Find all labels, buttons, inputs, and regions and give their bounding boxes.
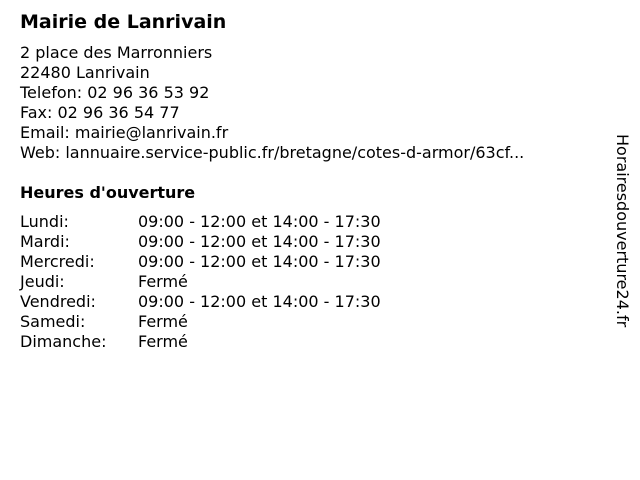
- watermark-text: Horairesdouverture24.fr: [613, 134, 632, 328]
- email-text: Email: mairie@lanrivain.fr: [20, 123, 229, 142]
- hours-row-saturday: [20, 312, 600, 332]
- fax-text: Fax: 02 96 36 54 77: [20, 103, 180, 122]
- page-title: Mairie de Lanrivain: [20, 11, 227, 33]
- time-value: Fermé: [138, 272, 188, 291]
- time-value: Fermé: [138, 332, 188, 351]
- web-text: Web: lannuaire.service-public.fr/bretagne/cotes-d-armor/63cf...: [20, 143, 525, 162]
- hours-row-friday: [20, 292, 600, 312]
- info-card: [20, 10, 600, 352]
- day-label: Vendredi:: [20, 292, 96, 311]
- address-street: 2 place des Marronniers: [20, 43, 213, 62]
- phone-text: Telefon: 02 96 36 53 92: [20, 83, 210, 102]
- hours-row-thursday: [20, 272, 600, 292]
- time-value: 09:00 - 12:00 et 14:00 - 17:30: [138, 252, 381, 271]
- time-value: 09:00 - 12:00 et 14:00 - 17:30: [138, 212, 381, 231]
- day-label: Samedi:: [20, 312, 86, 331]
- hours-row-wednesday: [20, 252, 600, 272]
- time-value: Fermé: [138, 312, 188, 331]
- day-label: Jeudi:: [20, 272, 65, 291]
- hours-row-tuesday: [20, 232, 600, 252]
- hours-table: [20, 212, 600, 352]
- time-value: 09:00 - 12:00 et 14:00 - 17:30: [138, 292, 381, 311]
- day-label: Lundi:: [20, 212, 69, 231]
- address-city: 22480 Lanrivain: [20, 63, 150, 82]
- hours-row-sunday: [20, 332, 600, 352]
- day-label: Mardi:: [20, 232, 70, 251]
- hours-row-monday: [20, 212, 600, 232]
- hours-heading: Heures d'ouverture: [20, 183, 196, 202]
- day-label: Dimanche:: [20, 332, 107, 351]
- day-label: Mercredi:: [20, 252, 95, 271]
- time-value: 09:00 - 12:00 et 14:00 - 17:30: [138, 232, 381, 251]
